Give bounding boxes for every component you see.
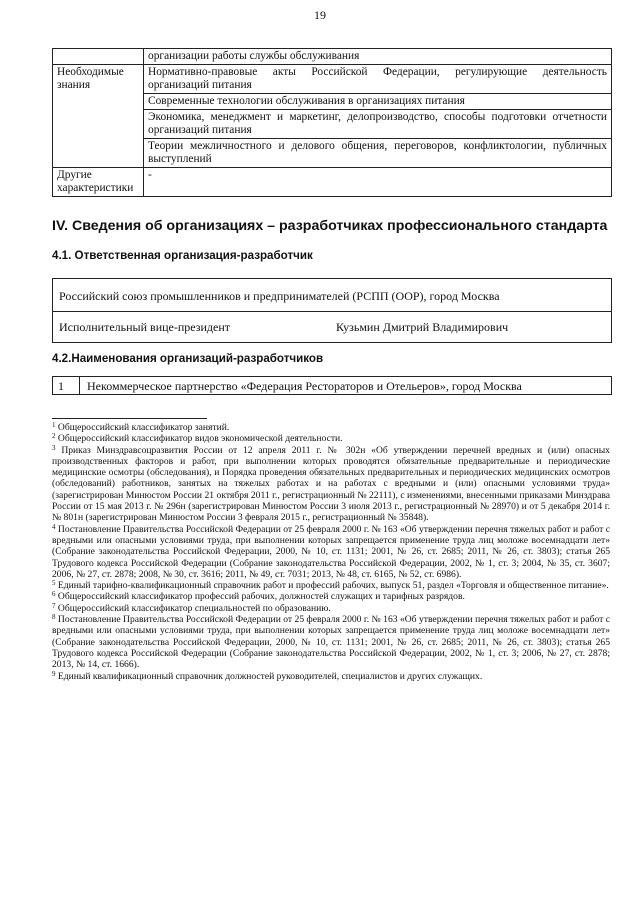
row-value: организации работы службы обслуживания xyxy=(144,49,612,65)
footnote: $^6$ Общероссийский классификатор профессий рабочих, должностей служащих и тарифных разрядов. xyxy=(52,590,465,603)
section-heading: IV. Сведения об организациях – разработчиках профессионального стандарта xyxy=(52,218,608,234)
footnote: $^8$ Постановление Правительства Российской Федерации от 25 февраля 2000 г. № 163 «Об утверждении перечня тяжелых работ и работ с вредными или опасными условиями труда, при выполнении которых запрещается применение труда лиц моложе восемнадцати лет» (Собрание законодательства Российской Федерации, 2000, № 10, ст. 1131; 2001, № 26, ст. 2685; 2011, № 26, ст. 3803); статья 265 Трудового кодекса Российской Федерации (Собрание законодательства Российской Федерации, 2002, № 1, ст. 3; 2006, № 27, ст. 2878; 2013, № 14, ст. 1666). xyxy=(52,613,610,671)
row-label-knowledge: Необходимые знания xyxy=(53,65,144,168)
footnote: $^5$ Единый тарифно-квалификационный справочник работ и профессий рабочих, выпуск 51, раздел «Торговля и общественное питание». xyxy=(52,579,609,592)
footnote: $^4$ Постановление Правительства Российской Федерации от 25 февраля 2000 г. № 163 «Об утверждении перечня тяжелых работ и работ с вредными или опасными условиями труда, при выполнении которых запрещается применение труда лиц моложе восемнадцати лет» (Собрание законодательства Российской Федерации, 2000, № 10, ст. 1131; 2001, № 26, ст. 2685; 2011, № 26, ст. 3803); статья 265 Трудового кодекса Российской Федерации (Собрание законодательства Российской Федерации, 2002, № 1, ст. 3; 2004, № 35, ст. 3607; 2006, № 27, ст. 2878; 2008, № 30, ст. 3616; 2011, № 49, ст. 7031; 2013, № 48, ст. 6165, № 52, ст. 6986). xyxy=(52,522,610,580)
subsection-heading-developers: 4.2.Наименования организаций-разработчиков xyxy=(52,352,324,365)
developer-name: Некоммерческое партнерство «Федерация Рестораторов и Отельеров», город Москва xyxy=(87,379,522,393)
row-value: Теории межличностного и делового общения, переговоров, конфликтологии, публичных выступлений xyxy=(144,139,612,168)
row-label-other: Другие характеристики xyxy=(53,168,144,197)
footnote: $^9$ Единый квалификационный справочник должностей руководителей, специалистов и других служащих. xyxy=(52,669,483,682)
subsection-heading-responsible: 4.1. Ответственная организация-разработчик xyxy=(52,249,313,262)
signatory-name: Кузьмин Дмитрий Владимирович xyxy=(336,320,509,334)
signatory-position: Исполнительный вице-президент xyxy=(59,320,231,334)
row-label xyxy=(53,49,144,65)
footnotes xyxy=(52,422,610,682)
footnote: $^3$ Приказ Минздравсоцразвития России от 12 апреля 2011 г. № 302н «Об утверждении перечней вредных и (или) опасных производственных факторов и работ, при выполнении которых проводятся обязательные предварительные и периодические медицинские осмотры (обследования), и Порядка проведения обязательных предварительных и периодических медицинских осмотров (обследований) работников, занятых на тяжелых работах и на работах с вредными и (или) опасными условиями труда» (зарегистрирован Минюстом России 21 октября 2011 г., регистрационный № 22111), с изменениями, внесенными приказами Минздрава России от 15 мая 2013 г. № 296н (зарегистрирован Минюстом России 3 июля 2013 г., регистрационный № 28970) и от 5 декабря 2014 г. № 801н (зарегистрирован Минюстом России 3 февраля 2015 г., регистрационный № 35848). xyxy=(52,443,610,524)
row-value: - xyxy=(144,168,612,197)
developer-number: 1 xyxy=(58,379,64,393)
responsible-org-box xyxy=(52,278,612,312)
footnote: $^1$ Общероссийский классификатор занятий. xyxy=(52,421,230,433)
table-row xyxy=(53,49,612,65)
requirements-table xyxy=(52,48,612,197)
table-row xyxy=(53,65,612,94)
signatory-box xyxy=(52,311,612,343)
row-value: Нормативно-правовые акты Российской Федерации, регулирующие деятельность организаций питания xyxy=(144,65,612,94)
page-number: 19 xyxy=(314,8,326,22)
footnote: $^2$ Общероссийский классификатор видов экономической деятельности. xyxy=(52,432,343,445)
developer-row xyxy=(52,376,612,395)
responsible-org-name: Российский союз промышленников и предпринимателей (РСПП (ООР), город Москва xyxy=(59,289,500,303)
table-row xyxy=(53,168,612,197)
footnote: $^7$ Общероссийский классификатор специальностей по образованию. xyxy=(52,601,331,614)
developer-number-cell xyxy=(53,377,80,394)
row-value: Современные технологии обслуживания в организациях питания xyxy=(144,94,612,110)
row-value: Экономика, менеджмент и маркетинг, делопроизводство, способы подготовки отчетности организаций питания xyxy=(144,110,612,139)
footnote-separator xyxy=(52,418,207,419)
